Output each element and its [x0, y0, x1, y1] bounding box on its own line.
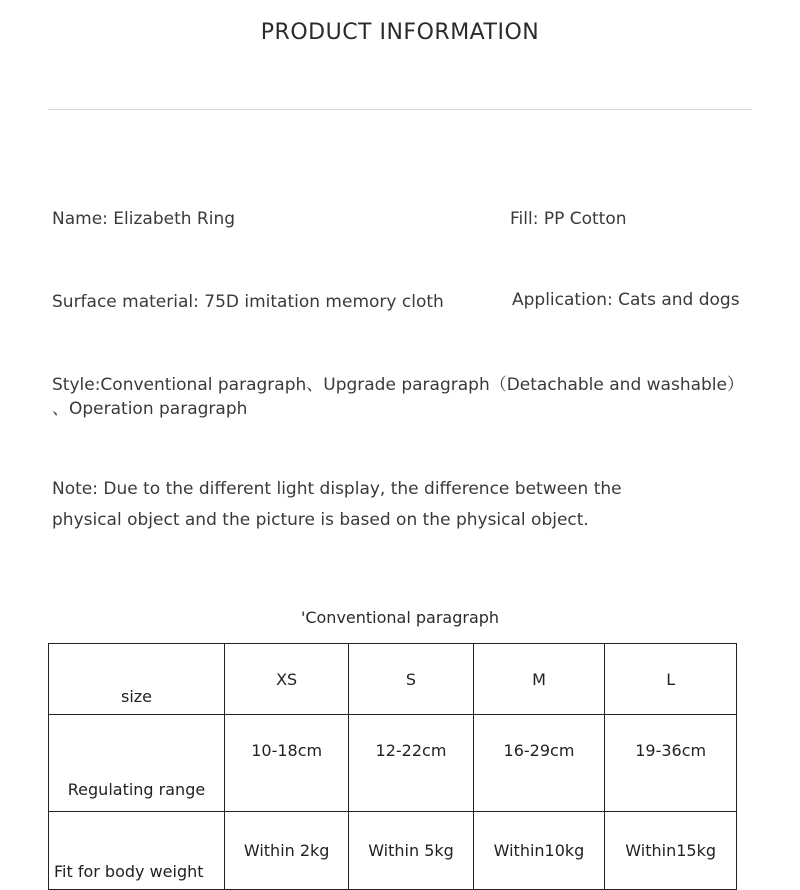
- note-line: physical object and the picture is based on the physical object.: [52, 510, 589, 530]
- table-caption: 'Conventional paragraph: [300, 608, 500, 627]
- table-row: [49, 715, 737, 812]
- table-row: [49, 644, 737, 715]
- row-label-range: Regulating range: [49, 715, 225, 812]
- weight-cell: Within 5kg: [349, 812, 473, 890]
- weight-cell: Within15kg: [605, 812, 737, 890]
- weight-cell: Within10kg: [473, 812, 605, 890]
- spec-surface-material: Surface material: 75D imitation memory cloth: [52, 292, 444, 312]
- size-cell: L: [605, 644, 737, 715]
- title-divider: [48, 109, 752, 110]
- spec-fill: Fill: PP Cotton: [510, 209, 627, 229]
- spec-style: [52, 373, 792, 421]
- range-cell: 16-29cm: [473, 715, 605, 812]
- spec-style-line: 、Operation paragraph: [52, 399, 248, 419]
- range-cell: 12-22cm: [349, 715, 473, 812]
- row-label-size: size: [49, 644, 225, 715]
- weight-cell: Within 2kg: [225, 812, 349, 890]
- size-cell: S: [349, 644, 473, 715]
- size-cell: XS: [225, 644, 349, 715]
- range-cell: 10-18cm: [225, 715, 349, 812]
- spec-name: Name: Elizabeth Ring: [52, 209, 236, 229]
- note-text: [52, 474, 752, 536]
- size-table: [48, 643, 737, 890]
- spec-style-line: Style:Conventional paragraph、Upgrade paragraph（Detachable and washable）: [52, 375, 744, 395]
- note-line: Note: Due to the different light display, the difference between the: [52, 479, 622, 499]
- row-label-weight: Fit for body weight: [49, 812, 225, 890]
- size-cell: M: [473, 644, 605, 715]
- spec-application: Application: Cats and dogs: [512, 290, 740, 310]
- range-cell: 19-36cm: [605, 715, 737, 812]
- page-title: PRODUCT INFORMATION: [260, 20, 540, 45]
